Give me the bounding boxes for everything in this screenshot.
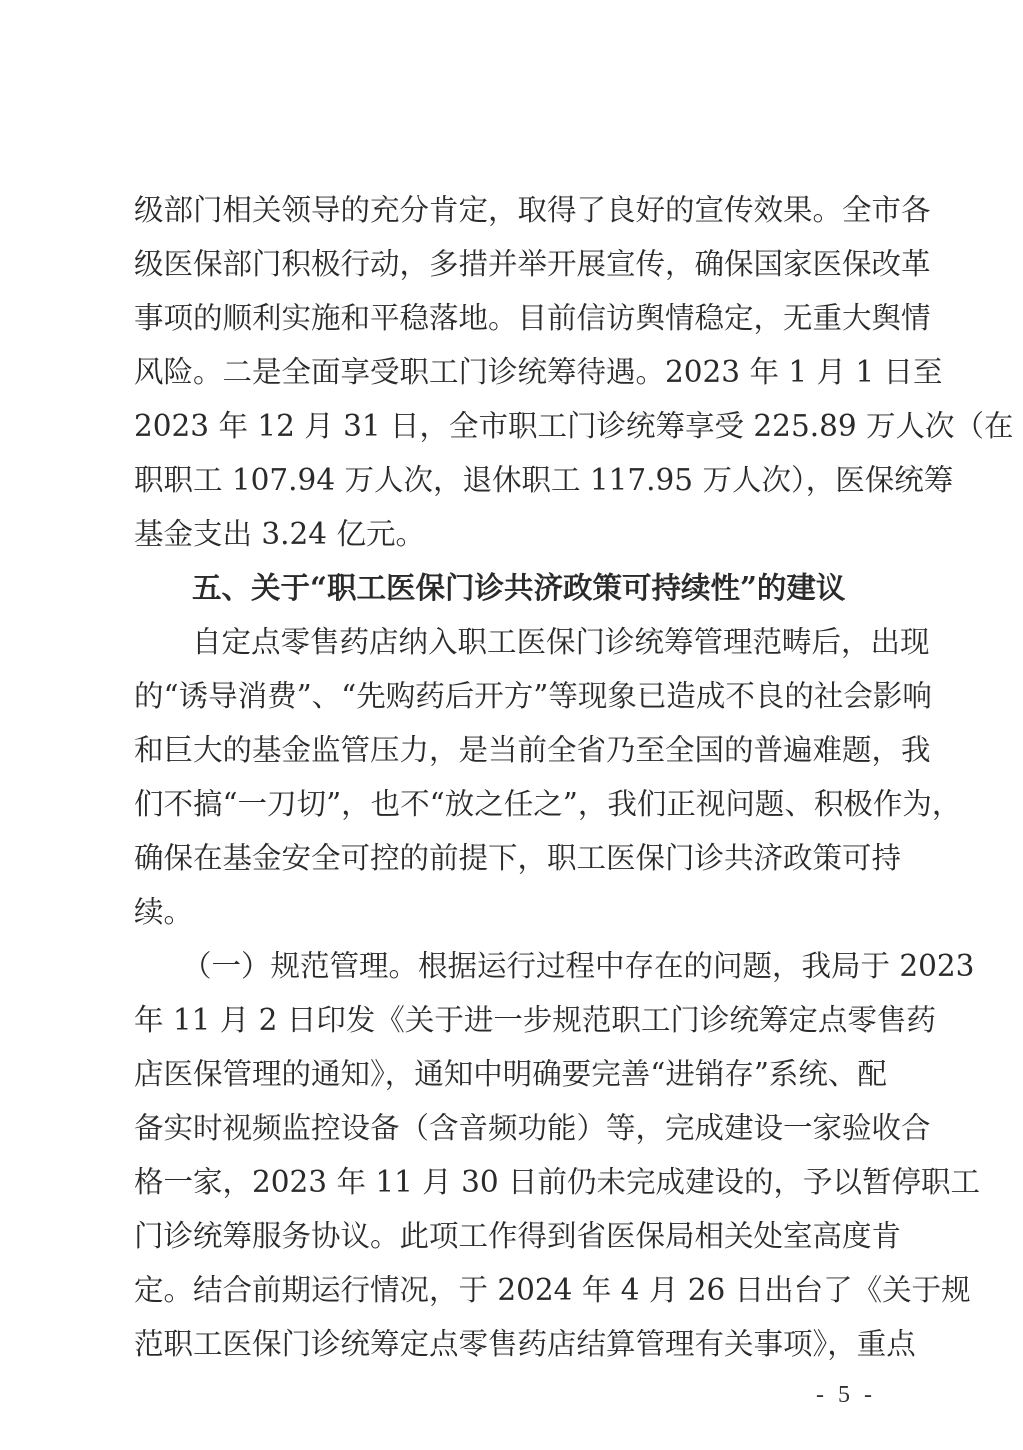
text-line: 基金支出 3.24 亿元。 [134,517,425,551]
text-line: 定。结合前期运行情况，于 2024 年 4 月 26 日出台了《关于规 [134,1273,971,1307]
text-line: 级部门相关领导的充分肯定，取得了良好的宣传效果。全市各 [134,193,931,227]
text-line: 备实时视频监控设备（含音频功能）等，完成建设一家验收合 [134,1111,931,1145]
text-line: 续。 [134,895,194,929]
text-line: 级医保部门积极行动，多措并举开展宣传，确保国家医保改革 [134,247,931,281]
text-line: 职职工 107.94 万人次，退休职工 117.95 万人次），医保统筹 [134,463,954,497]
text-line: 2023 年 12 月 31 日，全市职工门诊统筹享受 225.89 万人次（在 [134,409,1014,443]
text-line: 范职工医保门诊统筹定点零售药店结算管理有关事项》，重点 [134,1327,916,1361]
text-line: 确保在基金安全可控的前提下，职工医保门诊共济政策可持 [134,841,902,875]
text-line: 的“诱导消费”、“先购药后开方”等现象已造成不良的社会影响 [134,679,932,713]
section-heading: 五、关于“职工医保门诊共济政策可持续性”的建议 [192,570,846,605]
text-line: 门诊统筹服务协议。此项工作得到省医保局相关处室高度肯 [134,1219,902,1253]
body-text [134,183,1014,1371]
text-line: 们不搞“一刀切”，也不“放之任之”，我们正视问题、积极作为， [134,787,962,821]
subsection-line: （一）规范管理。根据运行过程中存在的问题，我局于 2023 [182,949,975,983]
text-line: 店医保管理的通知》，通知中明确要完善“进销存”系统、配 [134,1057,887,1091]
text-line: 年 11 月 2 日印发《关于进一步规范职工门诊统筹定点零售药 [134,1003,936,1037]
text-line: 自定点零售药店纳入职工医保门诊统筹管理范畴后，出现 [192,625,930,659]
text-line: 事项的顺利实施和平稳落地。目前信访舆情稳定，无重大舆情 [134,301,931,335]
text-line: 风险。二是全面享受职工门诊统筹待遇。2023 年 1 月 1 日至 [134,355,943,389]
text-line: 格一家，2023 年 11 月 30 日前仍未完成建设的，予以暂停职工 [134,1165,981,1199]
text-line: 和巨大的基金监管压力，是当前全省乃至全国的普遍难题，我 [134,733,931,767]
page-number: - 5 - [816,1382,876,1408]
